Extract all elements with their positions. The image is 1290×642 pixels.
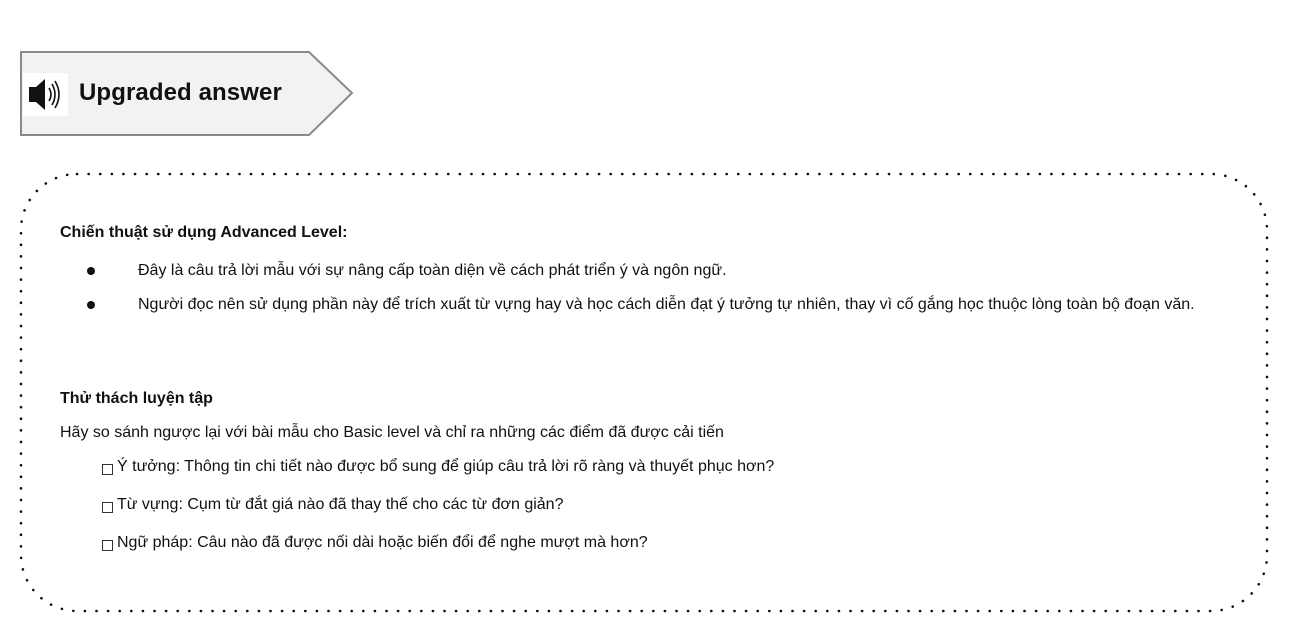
checklist-item-ideas: Ý tưởng: Thông tin chi tiết nào được bổ sung để giúp câu trả lời rõ ràng và thuyết phục hơn? <box>117 458 775 475</box>
strategy-bullet-2: Người đọc nên sử dụng phần này để trích xuất từ vựng hay và học cách diễn đạt ý tưởng tự nhiên, thay vì cố gắng học thuộc lòng toàn bộ đoạn văn. <box>138 296 1195 313</box>
checkbox[interactable] <box>102 502 113 513</box>
checklist-item-grammar: Ngữ pháp: Câu nào đã được nối dài hoặc biến đổi để nghe mượt mà hơn? <box>117 534 648 551</box>
checklist-item-vocabulary: Từ vựng: Cụm từ đắt giá nào đã thay thế cho các từ đơn giản? <box>117 496 564 513</box>
checkbox[interactable] <box>102 540 113 551</box>
practice-intro: Hãy so sánh ngược lại với bài mẫu cho Basic level và chỉ ra những các điểm đã được cải tiến <box>60 424 724 441</box>
practice-heading: Thử thách luyện tập <box>60 390 213 407</box>
strategy-bullet-1: Đây là câu trả lời mẫu với sự nâng cấp toàn diện về cách phát triển ý và ngôn ngữ. <box>138 262 727 279</box>
section-title: Upgraded answer <box>79 79 282 106</box>
bullet-dot <box>87 267 95 275</box>
checkbox[interactable] <box>102 464 113 475</box>
strategy-heading: Chiến thuật sử dụng Advanced Level: <box>60 224 348 241</box>
bullet-dot <box>87 301 95 309</box>
